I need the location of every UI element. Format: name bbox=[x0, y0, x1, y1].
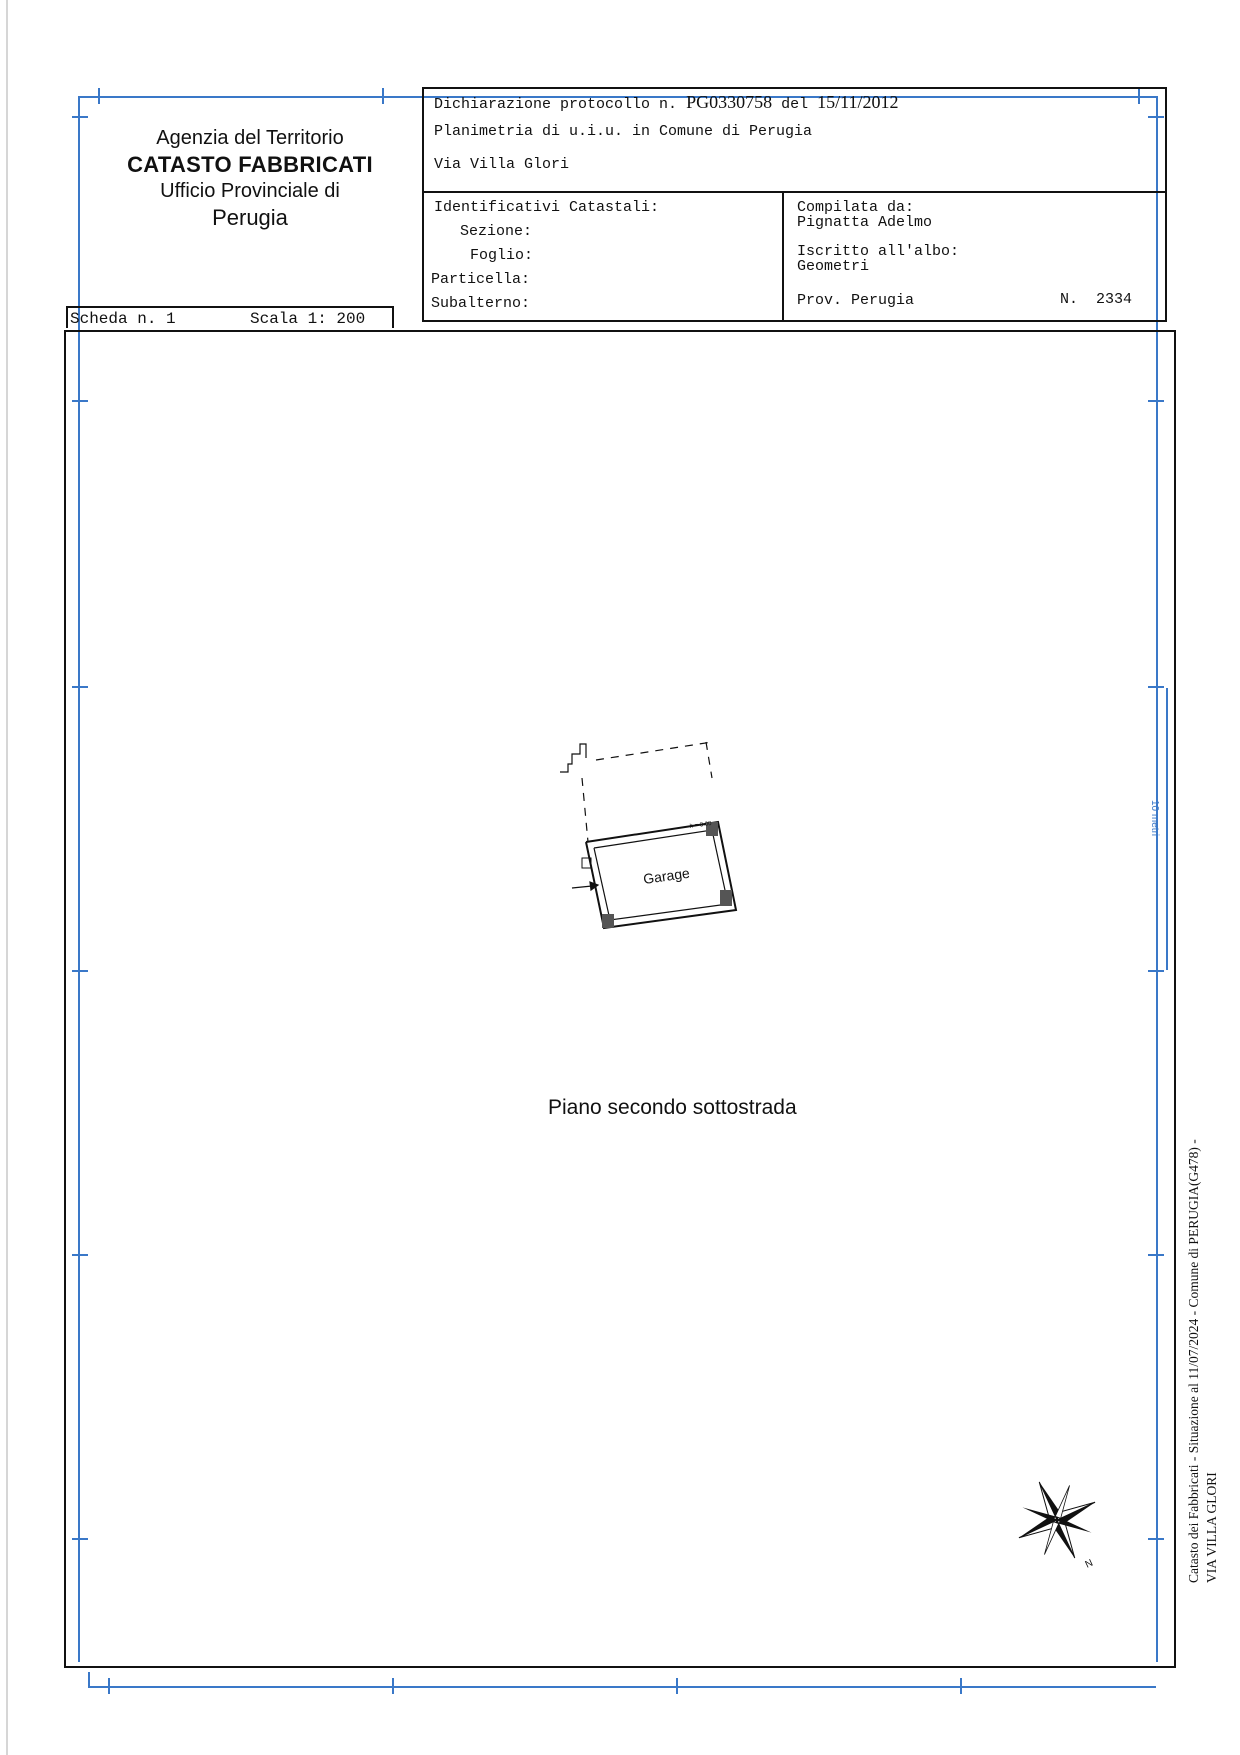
adjacent-wall bbox=[560, 744, 586, 772]
scheda-number: Scheda n. 1 bbox=[70, 310, 176, 328]
agency-name: Agenzia del Territorio bbox=[156, 127, 344, 149]
floor-label: Piano secondo sottostrada bbox=[548, 1096, 797, 1119]
scale-label: Scala 1: 200 bbox=[250, 310, 366, 328]
room-label: Garage bbox=[642, 864, 691, 887]
subalterno-label: Subalterno: bbox=[431, 295, 531, 312]
protocol-date-label: del bbox=[781, 96, 809, 113]
reg-line-bottom-left bbox=[88, 1672, 90, 1688]
agency-header bbox=[90, 126, 410, 231]
scale-bar-label: 10 metri bbox=[1149, 800, 1160, 837]
tick bbox=[98, 88, 100, 104]
tick bbox=[382, 88, 384, 104]
height-note: h = 3.00 bbox=[689, 820, 712, 830]
planimetria-line: Planimetria di u.i.u. in Comune di Perugia bbox=[434, 123, 813, 140]
tick bbox=[72, 116, 88, 118]
particella-label: Particella: bbox=[431, 271, 531, 288]
scan-edge bbox=[6, 0, 8, 1755]
pillar bbox=[602, 914, 614, 928]
info-divider bbox=[782, 192, 784, 322]
dashed-boundary bbox=[706, 742, 712, 778]
svg-text:N: N bbox=[1083, 1557, 1095, 1571]
registration-number: N. 2334 bbox=[1060, 291, 1133, 308]
sezione-label: Sezione: bbox=[460, 223, 533, 240]
protocol-prefix: Dichiarazione protocollo n. bbox=[434, 96, 678, 113]
dashed-boundary bbox=[596, 742, 712, 760]
province-label: Prov. Perugia bbox=[797, 292, 915, 309]
compilata-name: Pignatta Adelmo bbox=[797, 214, 933, 231]
side-note-line2: VIA VILLA GLORI bbox=[1203, 1472, 1219, 1583]
dashed-boundary bbox=[582, 778, 588, 842]
tick bbox=[108, 1678, 110, 1694]
protocol-date: 15/11/2012 bbox=[817, 92, 899, 112]
agency-catasto: CATASTO FABBRICATI bbox=[127, 152, 373, 177]
entrance-arrow bbox=[572, 886, 592, 888]
declaration-protocol bbox=[434, 92, 898, 113]
protocol-number: PG0330758 bbox=[686, 92, 773, 112]
reg-line-bottom bbox=[88, 1686, 1156, 1688]
side-note bbox=[1185, 1139, 1220, 1583]
address-line: Via Villa Glori bbox=[434, 156, 570, 173]
albo-label: Iscritto all'albo: bbox=[797, 243, 960, 260]
foglio-label: Foglio: bbox=[470, 247, 534, 264]
garage-floor-plan bbox=[560, 730, 760, 940]
tick bbox=[392, 1678, 394, 1694]
agency-city: Perugia bbox=[212, 204, 288, 230]
pillar bbox=[720, 890, 732, 906]
agency-office: Ufficio Provinciale di bbox=[160, 179, 340, 202]
tick bbox=[676, 1678, 678, 1694]
side-note-line1: Catasto dei Fabbricati - Situazione al 11/07/2024 - Comune di PERUGIA(G478) - bbox=[1186, 1139, 1201, 1583]
albo-value: Geometri bbox=[797, 258, 870, 275]
tick bbox=[960, 1678, 962, 1694]
compilata-label: Compilata da: bbox=[797, 199, 915, 216]
identificativi-title: Identificativi Catastali: bbox=[434, 199, 660, 216]
north-arrow-icon bbox=[1005, 1468, 1115, 1578]
